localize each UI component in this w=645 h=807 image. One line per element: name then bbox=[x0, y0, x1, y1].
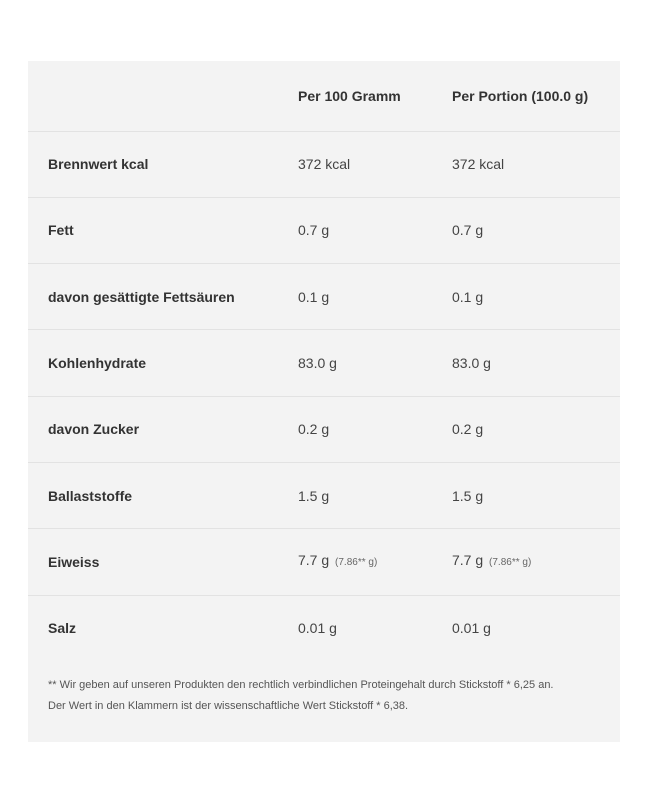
table-row bbox=[28, 131, 620, 197]
footnotes bbox=[48, 675, 604, 717]
header-label bbox=[28, 61, 298, 131]
row-value-per-100 bbox=[298, 529, 452, 595]
row-value-per-portion bbox=[452, 529, 620, 595]
row-value-per-100 bbox=[298, 197, 452, 263]
row-value-per-portion bbox=[452, 197, 620, 263]
table-row bbox=[28, 330, 620, 396]
row-value-per-100 bbox=[298, 396, 452, 462]
value-main: 0.1 g bbox=[298, 288, 330, 305]
row-label: davon Zucker bbox=[48, 421, 140, 438]
table-row bbox=[28, 197, 620, 263]
row-value-per-100 bbox=[298, 595, 452, 661]
value-main: 0.2 g bbox=[298, 421, 330, 438]
table-row bbox=[28, 529, 620, 595]
value-main: 1.5 g bbox=[298, 487, 330, 504]
row-value-per-portion bbox=[452, 264, 620, 330]
value-main: 1.5 g bbox=[452, 487, 484, 504]
footnote-protein-scientific: Der Wert in den Klammern ist der wissenschaftliche Wert Stickstoff * 6,38. bbox=[48, 700, 409, 712]
table-row bbox=[28, 396, 620, 462]
row-value-per-portion bbox=[452, 330, 620, 396]
row-value-per-portion bbox=[452, 595, 620, 661]
row-value-per-portion bbox=[452, 396, 620, 462]
value-main: 0.01 g bbox=[298, 620, 337, 637]
value-main: 0.01 g bbox=[452, 620, 491, 637]
table-row bbox=[28, 595, 620, 661]
row-value-per-100 bbox=[298, 330, 452, 396]
footnote-protein-legal: ** Wir geben auf unseren Produkten den rechtlich verbindlichen Proteingehalt durch Stickstoff * 6,25 an. bbox=[48, 679, 554, 691]
value-main: 0.7 g bbox=[452, 222, 484, 239]
nutrition-panel bbox=[28, 61, 620, 742]
row-value-per-100 bbox=[298, 131, 452, 197]
value-scientific-note: (7.86** g) bbox=[489, 557, 532, 569]
value-main: 372 kcal bbox=[298, 156, 351, 173]
value-main: 372 kcal bbox=[452, 156, 505, 173]
value-main: 0.1 g bbox=[452, 288, 484, 305]
row-label: Salz bbox=[48, 620, 77, 637]
header-per-portion: Per Portion (100.0 g) bbox=[452, 87, 589, 104]
row-label: Kohlenhydrate bbox=[48, 355, 147, 372]
value-main: 83.0 g bbox=[298, 355, 337, 372]
row-value-per-portion bbox=[452, 462, 620, 528]
value-main: 0.7 g bbox=[298, 222, 330, 239]
value-main: 0.2 g bbox=[452, 421, 484, 438]
row-value-per-100 bbox=[298, 264, 452, 330]
row-label: Eiweiss bbox=[48, 553, 100, 570]
table-row bbox=[28, 264, 620, 330]
table-header-row bbox=[28, 61, 620, 131]
nutrition-table bbox=[28, 61, 620, 661]
header-per-100-gramm: Per 100 Gramm bbox=[298, 87, 401, 104]
value-main: 7.7 g bbox=[298, 552, 330, 569]
row-label: davon gesättigte Fettsäuren bbox=[48, 288, 235, 305]
row-label: Ballaststoffe bbox=[48, 487, 133, 504]
row-label: Brennwert kcal bbox=[48, 156, 149, 173]
row-value-per-portion bbox=[452, 131, 620, 197]
table-row bbox=[28, 462, 620, 528]
value-scientific-note: (7.86** g) bbox=[335, 557, 378, 569]
row-label: Fett bbox=[48, 222, 74, 239]
value-main: 83.0 g bbox=[452, 355, 491, 372]
value-main: 7.7 g bbox=[452, 552, 484, 569]
row-value-per-100 bbox=[298, 462, 452, 528]
